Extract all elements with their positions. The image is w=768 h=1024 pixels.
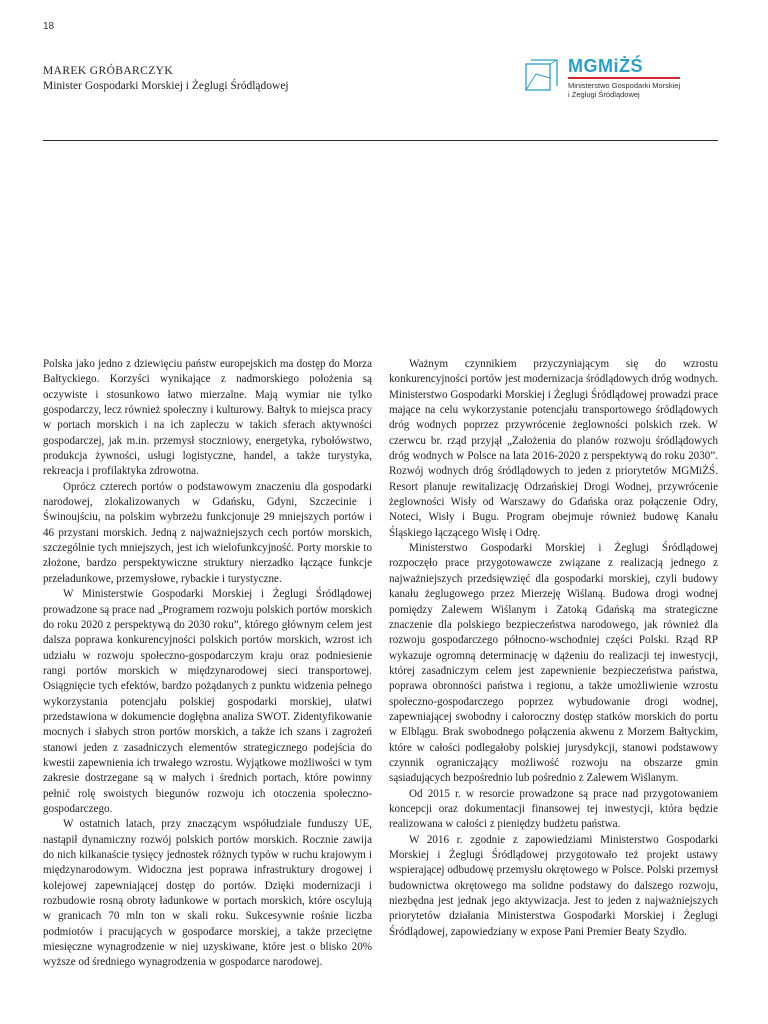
author-block — [43, 64, 289, 94]
header-divider — [43, 140, 718, 141]
author-name: MAREK GRÓBARCZYK — [43, 65, 174, 77]
logo-red-line — [568, 77, 680, 79]
paragraph: W ostatnich latach, przy znaczącym współudziale funduszy UE, nastąpił dynamiczny rozwój polskich portów morskich. Rocznie zawija do nich kilkanaście tysięcy jednostek różnych typów w ruchu krajowym i międzynarodowym. Widoczna jest poprawa infrastruktury drogowej i kolejowej zapewniającej dostęp do portów. Dzięki modernizacji i rozbudowie rosną obroty ładunkowe w portach morskich, które oscylują w granicach 70 mln ton w skali roku. Sukcesywnie rośnie liczba podmiotów i pracujących w gospodarce morskiej, a także przeciętne miesięczne wynagrodzenie w niej uzyskiwane, które jest o blisko 20% wyższe od średniego wynagrodzenia w gospodarce narodowej. — [43, 818, 372, 969]
paragraph: W Ministerstwie Gospodarki Morskiej i Żeglugi Śródlądowej prowadzone są prace nad „Programem rozwoju polskich portów morskich do roku 2020 z perspektywą do 2030 roku”, którego głównym celem jest dalsza poprawa konkurencyjności polskich portów morskich, wzrost ich udziału w rozwoju społeczno-gospodarczym kraju oraz podniesienie rangi portów morskich w międzynarodowej sieci transportowej. Osiągnięcie tych efektów, bardzo pożądanych z punktu widzenia pełnego wykorzystania potencjału polskiej gospodarki morskiej, ułatwi przedstawiona w dokumencie dogłębna analiza SWOT. Zidentyfikowanie mocnych i słabych stron portów morskich, a także ich szans i zagrożeń stanowi jeden z zasadniczych elementów strategicznego podejścia do kwestii zapewnienia ich trwałego wzrostu. Wyjątkowe możliwości w tym zakresie dostrzegane są w małych i średnich portach, które powinny pełnić rolę swoistych biegunów rozwoju ich otoczenia społeczno-gospodarczego. — [43, 588, 373, 815]
right-column — [389, 357, 718, 940]
paragraph: Ministerstwo Gospodarki Morskiej i Żeglugi Śródlądowej rozpoczęło prace przygotowawcze związane z realizacją jednego z najważniejszych przedsięwzięć dla gospodarki morskiej, czyli budowy kanału żeglugowego przez Mierzeję Wiślaną. Budowa drogi wodnej pomiędzy Zalewem Wiślanym i Zatoką Gdańską ma strategiczne znaczenie dla polskiego bezpieczeństwa narodowego, jak również dla rozwoju gospodarczego północno-wschodniej części Polski. Rząd RP wykazuje ogromną determinację w dążeniu do realizacji tej inwestycji, której zasadniczym celem jest zapewnienie bezpieczeństwa państwa, poprawa obronności państwa i regionu, a także umożliwienie wzrostu społeczno-gospodarczego poprzez wybudowanie drogi wodnej, zapewniającej swobodny i całoroczny dostęp statków morskich do portu w Elblągu. Brak swobodnego połączenia akwenu z Morzem Bałtyckim, które w całości podlegałoby polskiej jurysdykcji, stanowi podstawowy czynnik ograniczający możliwość rozwoju na obszarze gmin sąsiadujących bezpośrednio lub pośrednio z Zalewem Wiślanym. — [389, 542, 718, 785]
logo-subtitle-line-1: Ministerstwo Gospodarki Morskiej — [568, 81, 681, 90]
paragraph: W 2016 r. zgodnie z zapowiedziami Ministerstwo Gospodarki Morskiej i Żeglugi Śródlądowej przygotowało też projekt ustawy wspierającej odbudowę przemysłu okrętowego w Polsce. Polski przemysł budownictwa okrętowego ma solidne podstawy do dalszego rozwoju, niezbędna jest jednak jego aktywizacja. Jest to jeden z najważniejszych priorytetów działania Ministerstwa Gospodarki Morskiej i Żeglugi Śródlądowej, zapowiedziany w expose Pani Premier Beaty Szydło. — [389, 833, 718, 938]
paragraph: Oprócz czterech portów o podstawowym znaczeniu dla gospodarki narodowej, zlokalizowanych w Gdańsku, Gdyni, Szczecinie i Świnoujściu, na polskim wybrzeżu funkcjonuje 29 mniejszych portów i 46 przystani morskich. Jedną z najważniejszych cech portów morskich, szczególnie tych mniejszych, jest ich wielofunkcyjność. Porty morskie to złożone, bardzo perspektywiczne struktury nierzadko łączące funkcje przeładunkowe, przemysłowe, rybackie i turystyczne. — [43, 480, 372, 585]
page-number: 18 — [43, 21, 55, 32]
paragraph: Polska jako jedno z dziewięciu państw europejskich ma dostęp do Morza Bałtyckiego. Korzyści wynikające z nadmorskiego położenia są oczywiste i stosunkowo łatwo mierzalne. Mają wymiar nie tylko gospodarczy, lecz również społeczny i kulturowy. Bałtyk to miejsca pracy w portach morskich i na ich zapleczu w takich sferach aktywności gospodarczej, jak m.in. przemysł stoczniowy, energetyka, rybołówstwo, produkcja żywności, usługi logistyczne, handel, a także turystyka, rekreacja i profilaktyka zdrowotna. — [43, 358, 372, 478]
logo-text — [568, 56, 680, 99]
paragraph: Od 2015 r. w resorcie prowadzone są prace nad przygotowaniem koncepcji oraz dokumentacji finansowej tej inwestycji, która będzie realizowana w całości z pieniędzy budżetu państwa. — [389, 787, 718, 831]
logo-subtitle-line-2: i Żeglugi Śródlądowej — [568, 90, 640, 99]
paragraph: Ważnym czynnikiem przyczyniającym się do wzrostu konkurencyjności portów jest modernizacja śródlądowych dróg wodnych. Ministerstwo Gospodarki Morskiej i Żeglugi Śródlądowej prowadzi prace mające na celu wykorzystanie potencjału transportowego śródlądowych dróg wodnych poprzez przywrócenie żeglowności polskich rzek. W czerwcu br. rząd przyjął „Założenia do planów rozwoju śródlądowych dróg wodnych w Polsce na lata 2016-2020 z perspektywą do roku 2030”. Rozwój wodnych dróg śródlądowych to jeden z priorytetów MGMiŻŚ. Resort planuje rewitalizację Odrzańskiej Drogi Wodnej, przywrócenie żeglowności Wisły od Warszawy do Gdańska oraz połączenie Odry, Noteci, Wisły i Bugu. Program obejmuje również budowę Kanału Śląskiego łączącego Wisłę i Odrę. — [389, 358, 718, 539]
author-role: Minister Gospodarki Morskiej i Żeglugi Śródlądowej — [43, 80, 289, 92]
ministry-emblem-icon — [524, 56, 562, 94]
ministry-logo — [524, 56, 724, 106]
logo-abbreviation: MGMiŻŚ — [568, 56, 643, 76]
left-column — [43, 357, 372, 971]
